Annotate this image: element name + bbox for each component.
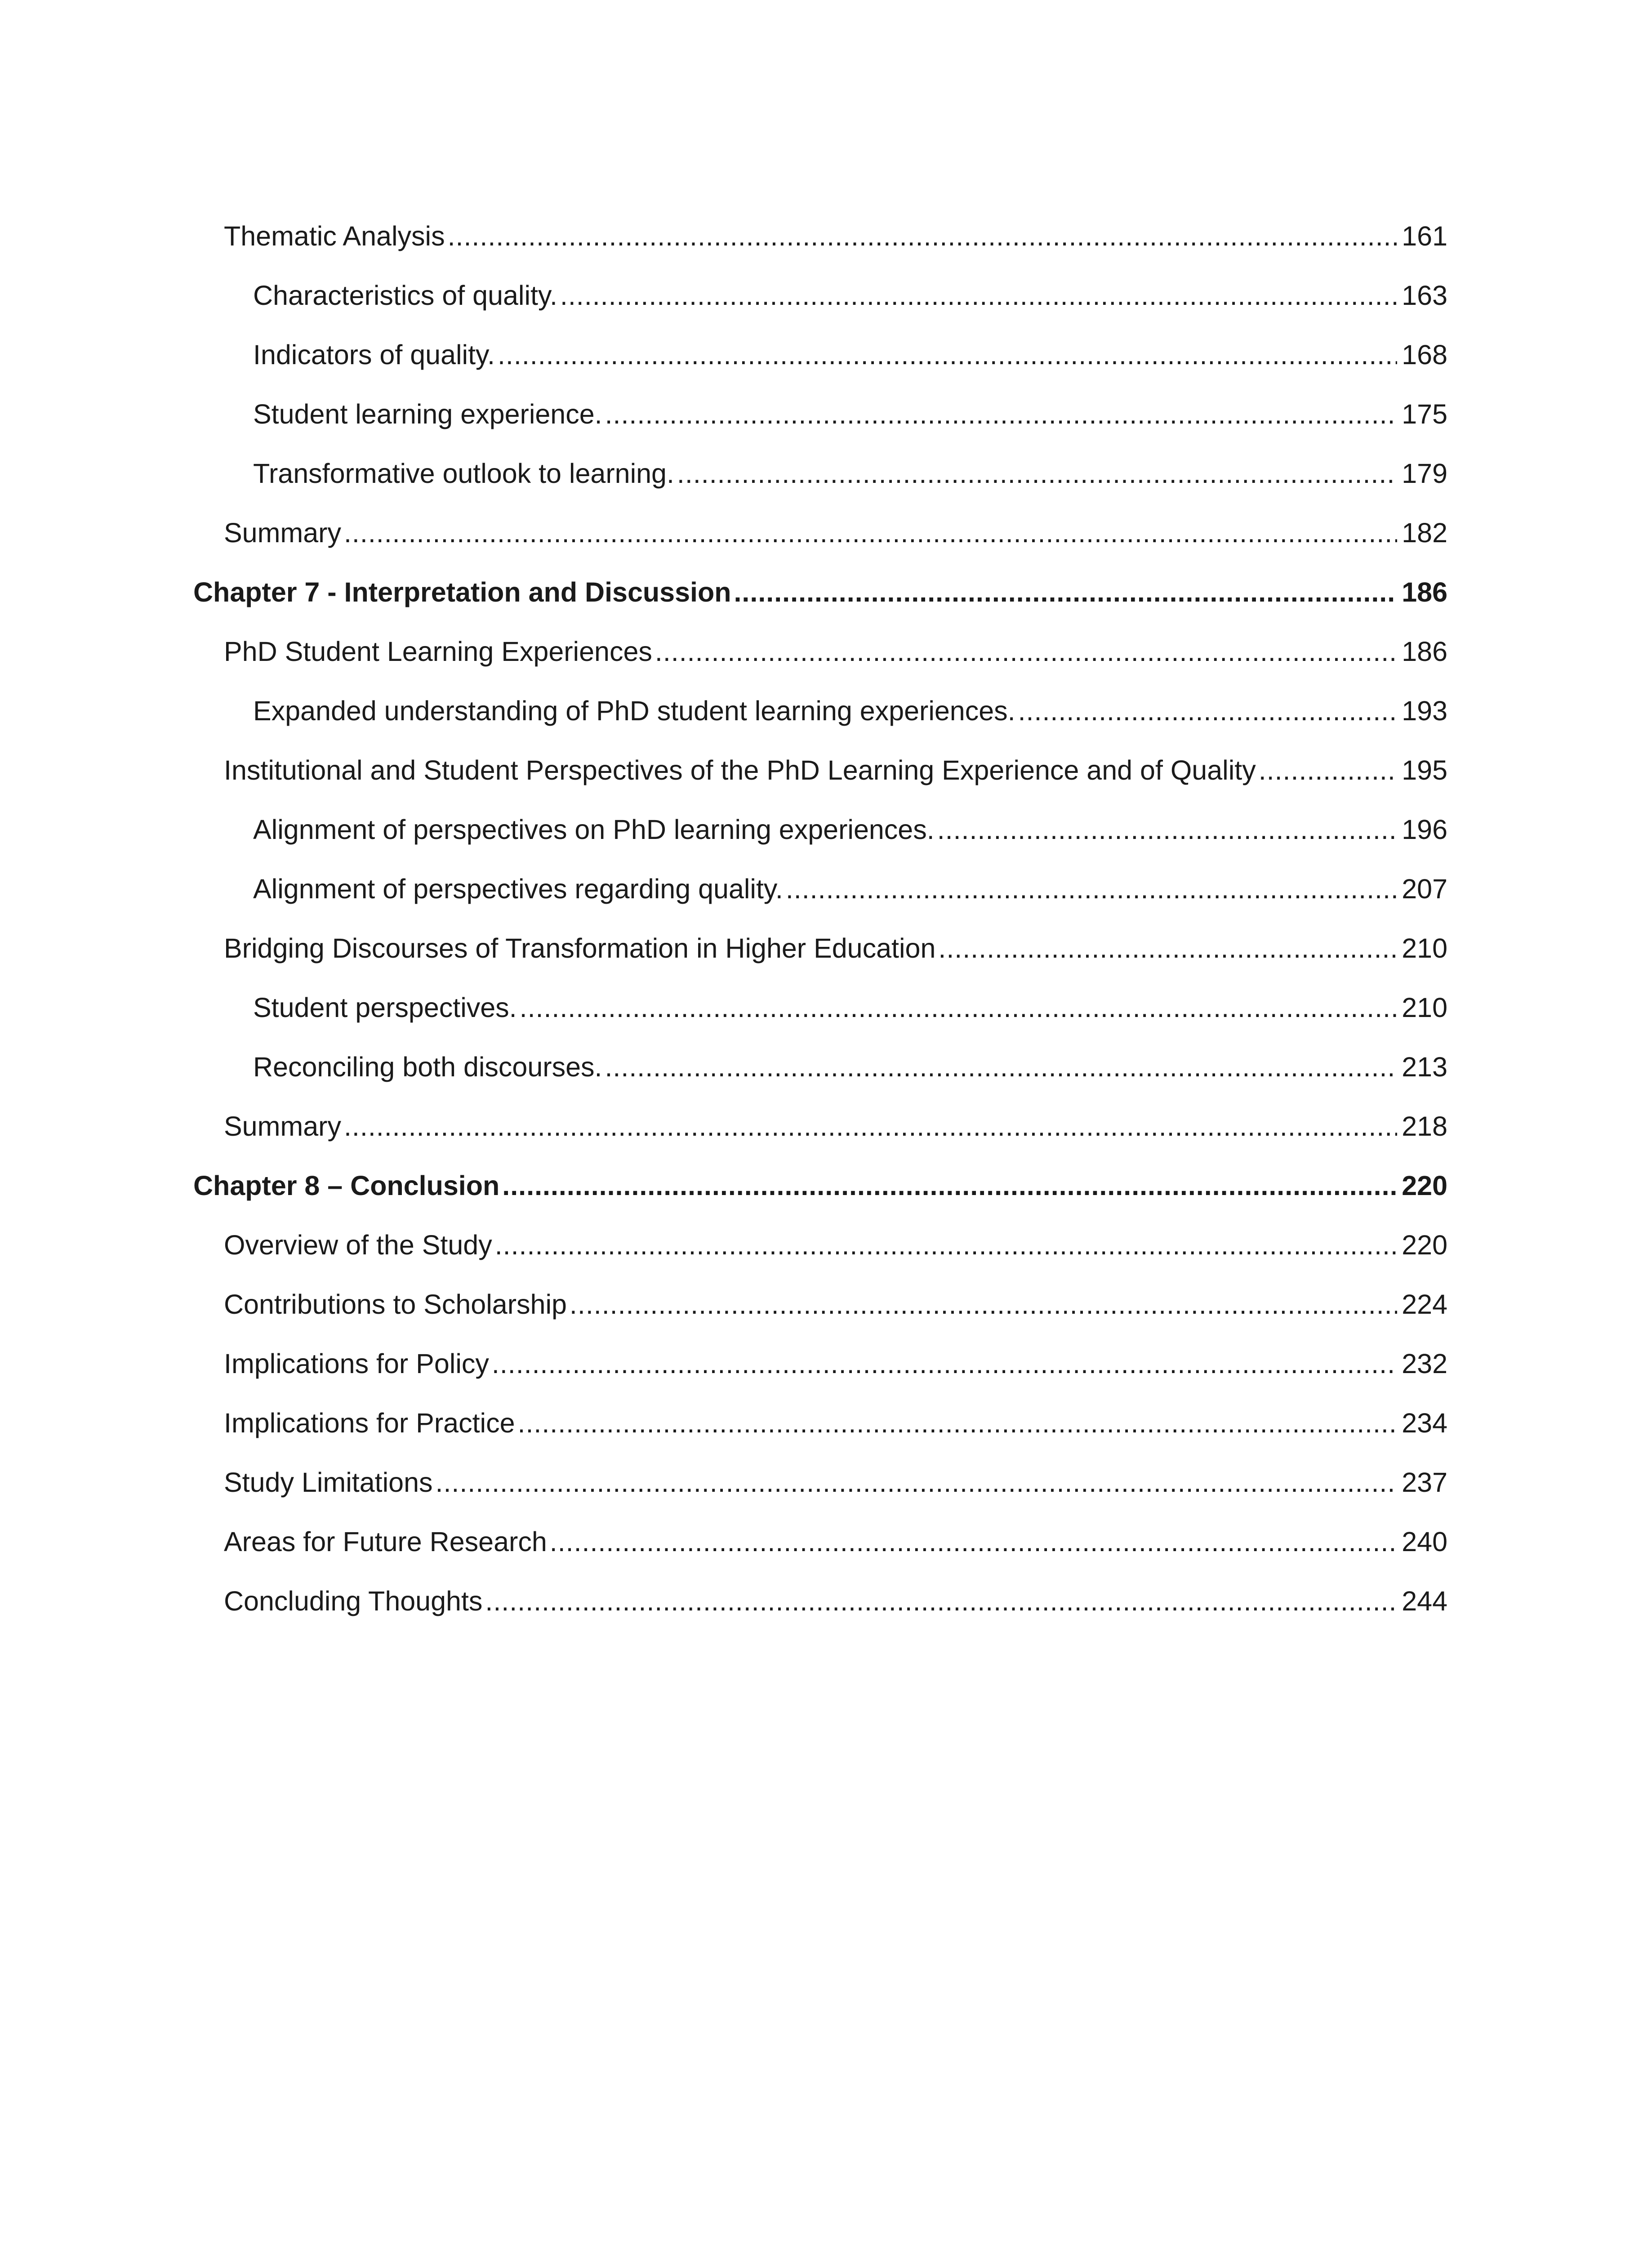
toc-entry[interactable] — [193, 253, 1447, 312]
toc-entry[interactable] — [193, 549, 1447, 609]
toc-page-number: 244 — [1402, 1585, 1447, 1616]
toc-dot-leader — [677, 457, 1397, 490]
toc-entry-title: Alignment of perspectives regarding quality. — [253, 873, 783, 904]
toc-dot-leader — [448, 220, 1398, 253]
toc-dot-leader — [1259, 754, 1398, 787]
toc-dot-leader — [550, 1525, 1397, 1558]
toc-entry[interactable] — [193, 1202, 1447, 1262]
toc-dot-leader — [344, 517, 1397, 549]
toc-entry[interactable] — [193, 490, 1447, 549]
table-of-contents — [193, 193, 1447, 1618]
toc-entry-title: Overview of the Study — [224, 1229, 492, 1260]
toc-dot-leader — [655, 635, 1397, 668]
toc-entry-title: Transformative outlook to learning. — [253, 458, 674, 489]
toc-page-number: 186 — [1402, 636, 1447, 667]
toc-entry[interactable] — [193, 1262, 1447, 1321]
toc-page-number: 179 — [1402, 458, 1447, 489]
toc-entry[interactable] — [193, 1558, 1447, 1618]
toc-dot-leader — [492, 1347, 1397, 1380]
toc-page-number: 240 — [1402, 1526, 1447, 1557]
toc-dot-leader — [436, 1466, 1398, 1499]
toc-dot-leader — [495, 1229, 1398, 1262]
toc-page-number: 186 — [1402, 576, 1447, 607]
toc-page-number: 207 — [1402, 873, 1447, 904]
toc-entry-title: Chapter 8 – Conclusion — [193, 1170, 500, 1201]
toc-page-number: 213 — [1402, 1051, 1447, 1082]
toc-entry[interactable] — [193, 846, 1447, 905]
toc-entry[interactable] — [193, 1321, 1447, 1380]
toc-entry-title: Chapter 7 - Interpretation and Discussion — [193, 576, 731, 607]
toc-page-number: 218 — [1402, 1111, 1447, 1142]
toc-entry-title: Concluding Thoughts — [224, 1585, 483, 1616]
toc-entry[interactable] — [193, 431, 1447, 490]
toc-dot-leader — [498, 339, 1397, 371]
toc-page-number: 168 — [1402, 339, 1447, 370]
toc-entry-title: Bridging Discourses of Transformation in Higher Education — [224, 932, 936, 963]
toc-dot-leader — [937, 813, 1398, 846]
toc-entry-title: Thematic Analysis — [224, 220, 445, 251]
toc-entry-title: Student perspectives. — [253, 992, 517, 1023]
toc-entry[interactable] — [193, 905, 1447, 965]
toc-dot-leader — [502, 1169, 1397, 1202]
toc-entry-title: Areas for Future Research — [224, 1526, 547, 1557]
toc-dot-leader — [938, 932, 1397, 965]
toc-entry-title: Institutional and Student Perspectives of the PhD Learning Experience and of Quality — [224, 754, 1256, 785]
toc-entry[interactable] — [193, 727, 1447, 787]
toc-dot-leader — [518, 1407, 1398, 1440]
toc-page-number: 161 — [1402, 220, 1447, 251]
toc-dot-leader — [1018, 695, 1398, 727]
toc-dot-leader — [485, 1585, 1397, 1618]
toc-entry-title: Reconciling both discourses. — [253, 1051, 602, 1082]
toc-page-number: 175 — [1402, 398, 1447, 429]
toc-entry-title: PhD Student Learning Experiences — [224, 636, 652, 667]
toc-entry-title: Expanded understanding of PhD student learning experiences. — [253, 695, 1015, 726]
toc-entry[interactable] — [193, 1499, 1447, 1558]
toc-entry-title: Summary — [224, 1111, 341, 1142]
toc-dot-leader — [734, 576, 1397, 609]
toc-entry[interactable] — [193, 312, 1447, 371]
toc-page-number: 210 — [1402, 992, 1447, 1023]
toc-dot-leader — [786, 873, 1397, 905]
toc-entry[interactable] — [193, 965, 1447, 1024]
toc-dot-leader — [605, 1051, 1397, 1084]
toc-entry[interactable] — [193, 668, 1447, 727]
toc-entry[interactable] — [193, 1440, 1447, 1499]
toc-entry[interactable] — [193, 1024, 1447, 1084]
toc-dot-leader — [560, 279, 1397, 312]
toc-page-number: 232 — [1402, 1348, 1447, 1379]
toc-page-number: 237 — [1402, 1467, 1447, 1498]
toc-entry[interactable] — [193, 371, 1447, 431]
toc-entry[interactable] — [193, 609, 1447, 668]
toc-entry-title: Summary — [224, 517, 341, 548]
toc-page-number: 220 — [1402, 1229, 1447, 1260]
toc-page-number: 234 — [1402, 1407, 1447, 1438]
toc-entry-title: Indicators of quality. — [253, 339, 495, 370]
toc-entry-title: Characteristics of quality. — [253, 280, 557, 311]
toc-entry-title: Student learning experience. — [253, 398, 602, 429]
toc-page-number: 196 — [1402, 814, 1447, 845]
toc-page-number: 220 — [1402, 1170, 1447, 1201]
toc-page-number: 182 — [1402, 517, 1447, 548]
toc-dot-leader — [520, 991, 1398, 1024]
toc-entry[interactable] — [193, 1084, 1447, 1143]
toc-dot-leader — [570, 1288, 1397, 1321]
toc-page-number: 195 — [1402, 754, 1447, 785]
toc-entry-title: Implications for Policy — [224, 1348, 489, 1379]
toc-entry[interactable] — [193, 787, 1447, 846]
toc-entry-title: Study Limitations — [224, 1467, 433, 1498]
toc-dot-leader — [344, 1110, 1397, 1143]
toc-entry-title: Alignment of perspectives on PhD learning experiences. — [253, 814, 935, 845]
toc-page-number: 210 — [1402, 932, 1447, 963]
toc-entry-title: Implications for Practice — [224, 1407, 515, 1438]
toc-entry[interactable] — [193, 1380, 1447, 1440]
toc-entry[interactable] — [193, 1143, 1447, 1202]
toc-dot-leader — [605, 398, 1398, 431]
toc-entry-title: Contributions to Scholarship — [224, 1289, 567, 1320]
toc-page-number: 163 — [1402, 280, 1447, 311]
toc-entry[interactable] — [193, 193, 1447, 253]
toc-page-number: 224 — [1402, 1289, 1447, 1320]
toc-page-number: 193 — [1402, 695, 1447, 726]
